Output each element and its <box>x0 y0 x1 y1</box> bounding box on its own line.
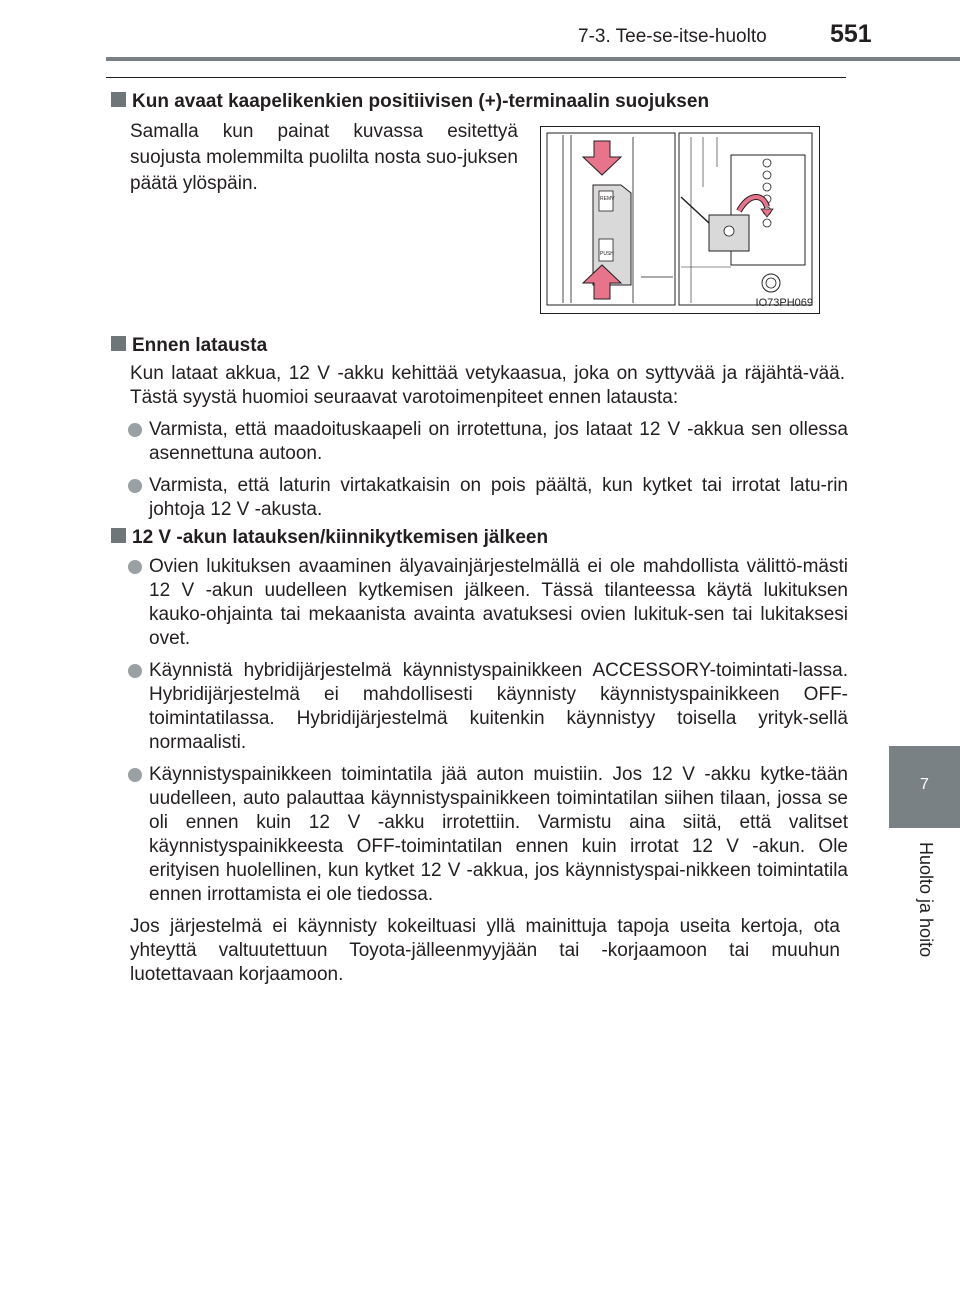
header-rule <box>106 57 960 61</box>
list-item <box>128 418 848 466</box>
cover-label-top: REMV <box>600 196 615 202</box>
section-heading-text: Ennen latausta <box>132 335 268 356</box>
section-heading-text: Kun avaat kaapelikenkien positiivisen (+)-terminaalin suojuksen <box>132 91 710 112</box>
list-item-text: Varmista, että maadoituskaapeli on irrotettuna, jos lataat 12 V -akkua sen ollessa asennettuna autoon. <box>149 419 848 464</box>
section-heading-before-charging <box>111 333 267 358</box>
list-item <box>128 763 848 907</box>
square-bullet-icon <box>111 336 126 351</box>
bullet-icon <box>128 423 142 437</box>
list-item <box>128 474 848 522</box>
chapter-title: 7-3. Tee-se-itse-huolto <box>578 26 767 47</box>
battery-terminal-drawing <box>541 127 818 312</box>
list-item-text: Varmista, että laturin virtakatkaisin on pois päältä, kun kytket tai irrotat latu-rin johtoja 12 V -akusta. <box>149 475 848 520</box>
closing-paragraph: Jos järjestelmä ei käynnisty kokeiltuasi yllä mainittuja tapoja useita kertoja, ota yhteyttä valtuutettuun Toyota-jälleenmyyjään tai -korjaamoon tai muuhun luotettavaan korjaamoon. <box>130 916 840 985</box>
chapter-tab-number: 7 <box>920 776 929 793</box>
figure-code: IO73PH069 <box>755 297 813 309</box>
chapter-tab-label: Huolto ja hoito <box>916 842 936 958</box>
list-item <box>128 555 848 651</box>
bullet-icon <box>128 664 142 678</box>
section-heading-text: 12 V -akun latauksen/kiinnikytkemisen jälkeen <box>132 527 549 548</box>
square-bullet-icon <box>111 528 126 543</box>
charging-intro: Kun lataat akkua, 12 V -akku kehittää vetykaasua, joka on syttyvää ja räjähtä-vää. Tästä syystä huomioi seuraavat varotoimenpiteet ennen latausta: <box>130 363 845 408</box>
bullet-icon <box>128 479 142 493</box>
square-bullet-icon <box>111 92 126 107</box>
chapter-tab <box>889 746 960 828</box>
list-item-text: Käynnistä hybridijärjestelmä käynnistyspainikkeen ACCESSORY-toimintati-lassa. Hybridijärjestelmä ei mahdollisesti käynnisty käynnistyspainikkeen OFF-toimintatilassa. Hybridijärjestelmä kuitenkin käynnistyy toisella yrityk-sellä normaalisti. <box>149 660 848 753</box>
bullet-icon <box>128 768 142 782</box>
list-item-text: Käynnistyspainikkeen toimintatila jää auton muistiin. Jos 12 V -akku kytke-tään uudelleen, auto palauttaa käynnistyspainikkeen toimintatilan siihen tilaan, jossa se oli ennen kuin 12 V -akku irrotettiin. Varmistu aina siitä, että valitset käynnistyspainikkeesta OFF-toimintatilan ennen kuin irrotat 12 V -akun. Ole erityisen huolellinen, kun kytket 12 V -akkua, jos käynnistyspai-nikkeen toimintatila ennen irrottamista ei ole tiedossa. <box>149 764 848 905</box>
terminal-cover-illustration <box>540 126 820 314</box>
cover-label-bottom: PUSH <box>600 251 614 257</box>
bullet-icon <box>128 560 142 574</box>
page-number: 551 <box>830 20 872 48</box>
list-item-text: Ovien lukituksen avaaminen älyavainjärjestelmällä ei ole mahdollista välittö-mästi 12 V -akun uudelleen kytkemisen jälkeen. Tässä tilanteessa käytä lukituksen kauko-ohjainta tai mekaanista avainta avatuksesi ovien lukituk-sen tai lukitaksesi ovet. <box>149 556 848 649</box>
list-item <box>128 659 848 755</box>
section-divider <box>106 77 846 78</box>
cover-instruction: Samalla kun painat kuvassa esitettyä suojusta molemmilta puolilta nosta suo-juksen päätä ylöspäin. <box>130 121 518 194</box>
section-heading-terminal-cover <box>111 89 709 114</box>
section-heading-after-charging <box>111 525 548 550</box>
